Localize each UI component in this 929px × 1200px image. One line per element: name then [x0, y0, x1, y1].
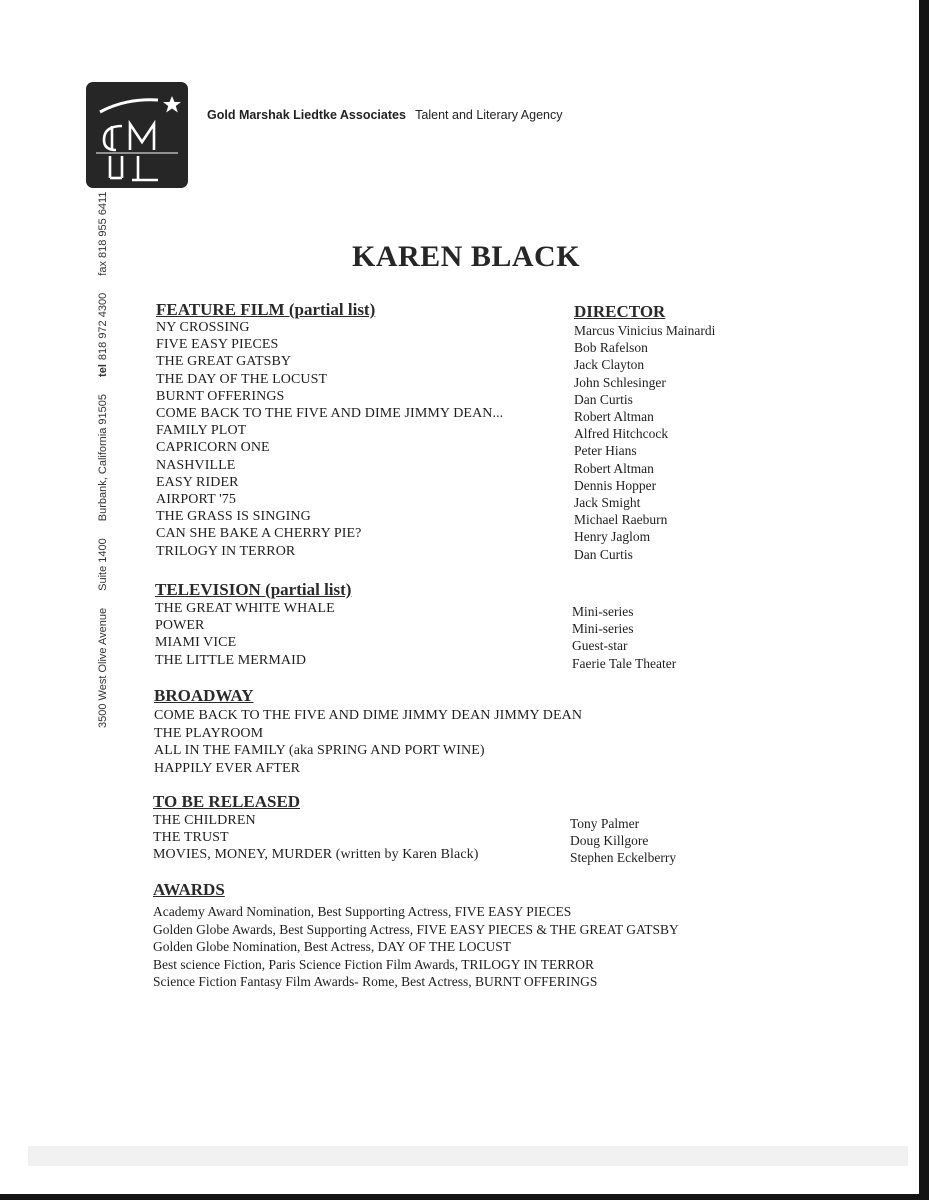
address-street: 3500 West Olive Avenue — [97, 607, 109, 728]
list-item: Guest-star — [572, 638, 628, 654]
list-item: POWER — [155, 618, 205, 634]
list-item: AIRPORT '75 — [156, 492, 236, 508]
list-item: Jack Smight — [574, 495, 641, 511]
list-item: NY CROSSING — [156, 320, 250, 335]
awards-heading: AWARDS — [153, 880, 225, 899]
list-item: THE GREAT WHITE WHALE — [155, 601, 335, 616]
list-item: Mini-series — [572, 604, 634, 619]
list-item: Golden Globe Awards, Best Supporting Actress, FIVE EASY PIECES & THE GREAT GATSBY — [153, 921, 679, 937]
list-item: COME BACK TO THE FIVE AND DIME JIMMY DEAN... — [156, 406, 504, 422]
list-item: Stephen Eckelberry — [570, 850, 677, 866]
agency-logo-mark — [86, 82, 188, 188]
scan-edge-right — [919, 0, 929, 1200]
list-item: EASY RIDER — [156, 474, 239, 490]
to-be-released-heading: TO BE RELEASED — [153, 792, 301, 811]
feature-film-list — [156, 319, 503, 560]
list-item: John Schlesinger — [574, 374, 666, 390]
list-item: CAN SHE BAKE A CHERRY PIE? — [156, 526, 362, 542]
awards-list — [153, 903, 679, 991]
address-tel: 818 972 4300 — [97, 292, 109, 361]
television-list — [155, 600, 335, 669]
list-item: FIVE EASY PIECES — [156, 337, 279, 353]
agency-logo — [86, 82, 188, 188]
list-item: THE GRASS IS SINGING — [156, 509, 311, 525]
list-item: THE LITTLE MERMAID — [155, 652, 307, 668]
list-item: Marcus Vinicius Mainardi — [574, 323, 716, 338]
list-item: Henry Jaglom — [574, 529, 651, 545]
list-item: Jack Clayton — [574, 357, 645, 373]
address-tel-label: tel — [97, 364, 109, 377]
list-item: Dan Curtis — [574, 391, 633, 407]
list-item: FAMILY PLOT — [156, 423, 247, 439]
list-item: COME BACK TO THE FIVE AND DIME JIMMY DEAN JIMMY DEAN — [154, 708, 583, 723]
list-item: TRILOGY IN TERROR — [156, 543, 296, 559]
list-item: Michael Raeburn — [574, 512, 668, 528]
list-item: Golden Globe Nomination, Best Actress, DAY OF THE LOCUST — [153, 939, 511, 955]
list-item: THE TRUST — [153, 830, 229, 846]
list-item: Alfred Hitchcock — [574, 426, 669, 442]
list-item: HAPPILY EVER AFTER — [154, 760, 301, 776]
address-fax: fax 818 955 6411 — [97, 191, 109, 276]
list-item: THE PLAYROOM — [154, 725, 264, 741]
list-item: BURNT OFFERINGS — [156, 388, 285, 404]
agency-name: Gold Marshak Liedtke Associates — [207, 108, 406, 122]
agency-address — [97, 178, 109, 728]
list-item: Best science Fiction, Paris Science Fiction Film Awards, TRILOGY IN TERROR — [153, 956, 594, 972]
list-item: CAPRICORN ONE — [156, 440, 270, 456]
list-item: MIAMI VICE — [155, 635, 237, 651]
broadway-heading: BROADWAY — [154, 686, 254, 705]
broadway-list — [154, 707, 582, 777]
list-item: Academy Award Nomination, Best Supporting Actress, FIVE EASY PIECES — [153, 904, 572, 919]
list-item: Faerie Tale Theater — [572, 655, 677, 671]
to-be-released-director-list — [570, 815, 676, 867]
address-city: Burbank, California 91505 — [97, 394, 109, 522]
list-item: Doug Killgore — [570, 833, 649, 849]
list-item: Robert Altman — [574, 409, 654, 425]
list-item: Dennis Hopper — [574, 477, 657, 493]
list-item: Dan Curtis — [574, 546, 633, 562]
list-item: Mini-series — [572, 621, 634, 637]
list-item: Peter Hians — [574, 443, 637, 459]
list-item: MOVIES, MONEY, MURDER (written by Karen Black) — [153, 847, 479, 863]
feature-film-heading: FEATURE FILM (partial list) — [156, 300, 376, 319]
list-item: Tony Palmer — [570, 816, 640, 831]
television-heading: TELEVISION (partial list) — [155, 580, 352, 599]
list-item: Bob Rafelson — [574, 340, 648, 356]
list-item: NASHVILLE — [156, 457, 236, 473]
agency-tagline: Talent and Literary Agency — [415, 108, 563, 122]
scan-edge-bottom — [0, 1194, 929, 1200]
list-item: THE CHILDREN — [153, 813, 256, 828]
list-item: THE DAY OF THE LOCUST — [156, 371, 328, 387]
list-item: Science Fiction Fantasy Film Awards- Rome, Best Actress, BURNT OFFERINGS — [153, 974, 598, 990]
scan-shade — [28, 1146, 908, 1166]
agency-header — [207, 108, 563, 122]
list-item: THE GREAT GATSBY — [156, 354, 292, 370]
director-list — [574, 322, 715, 563]
address-suite: Suite 1400 — [97, 538, 109, 591]
television-type-list — [572, 603, 676, 672]
list-item: ALL IN THE FAMILY (aka SPRING AND PORT WINE) — [154, 743, 485, 759]
list-item: Robert Altman — [574, 460, 654, 476]
director-heading: DIRECTOR — [574, 302, 666, 321]
page-title: KAREN BLACK — [352, 240, 581, 273]
to-be-released-list — [153, 812, 479, 864]
